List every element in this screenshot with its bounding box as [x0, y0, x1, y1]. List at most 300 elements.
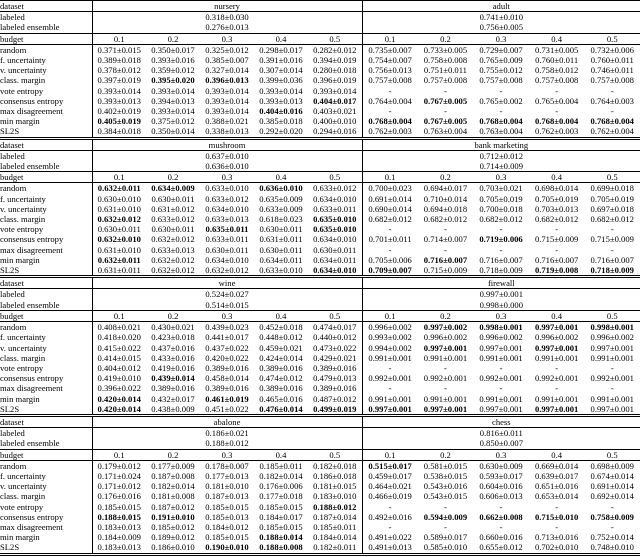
value-cell: 0.394±0.013 [151, 95, 195, 106]
method-label: random [0, 183, 92, 194]
missing-value-cell: - [444, 383, 447, 394]
value-cell: 0.282±0.012 [308, 44, 362, 55]
missing-value-cell: - [555, 362, 559, 373]
value-cell: 0.440±0.012 [308, 332, 362, 342]
labeled-value: 0.741±0.010 [479, 12, 523, 23]
value-cell: 0.763±0.004 [423, 126, 468, 137]
value-cell: 0.715±0.009 [534, 234, 579, 245]
value-cell: 0.433±0.016 [151, 352, 195, 363]
value-cell: 0.432±0.017 [151, 393, 195, 404]
budget-value: 0.1 [362, 172, 418, 183]
dataset-header-row [0, 138, 640, 150]
missing-value-cell: - [610, 224, 614, 235]
budget-value: 0.1 [92, 172, 146, 183]
value-cell: 0.397±0.019 [97, 75, 141, 86]
value-cell: 0.185±0.015 [205, 501, 249, 512]
value-cell: 0.757±0.008 [368, 75, 412, 86]
value-cell: 0.731±0.005 [534, 44, 579, 55]
value-cell: 0.758±0.012 [534, 65, 579, 76]
value-cell: 0.682±0.012 [423, 214, 468, 225]
value-cell: 0.419±0.010 [97, 373, 141, 384]
method-row [0, 116, 640, 126]
dataset-name: abalone [92, 415, 362, 427]
value-cell: 0.187±0.013 [205, 491, 249, 502]
value-cell: 0.768±0.004 [368, 116, 412, 127]
value-cell: 0.690±0.014 [368, 203, 412, 214]
value-cell: 0.171±0.012 [97, 481, 141, 492]
value-cell: 0.451±0.022 [205, 403, 249, 414]
value-cell: 0.998±0.001 [479, 322, 523, 333]
budget-value: 0.5 [584, 449, 640, 460]
value-cell: 0.757±0.008 [479, 75, 523, 86]
method-label: min margin [0, 255, 92, 265]
value-cell: 0.699±0.018 [590, 183, 634, 194]
method-row [0, 373, 640, 383]
missing-value-cell: - [610, 244, 614, 255]
value-cell: 0.375±0.012 [151, 116, 195, 127]
value-cell: 0.585±0.010 [418, 542, 474, 554]
value-cell: 0.424±0.014 [259, 352, 303, 363]
value-cell: 0.682±0.012 [590, 214, 634, 225]
method-row [0, 404, 640, 416]
missing-value-cell: - [388, 106, 392, 117]
missing-value-cell: - [444, 85, 447, 96]
value-cell: 0.632±0.011 [97, 254, 141, 265]
budget-label: budget [0, 449, 92, 460]
method-label: min margin [0, 116, 92, 126]
value-cell: 0.405±0.019 [97, 116, 141, 127]
value-cell: 0.389±0.016 [259, 383, 303, 394]
value-cell: 0.408±0.021 [97, 322, 141, 333]
value-cell: 0.430±0.021 [151, 322, 195, 333]
labeled-ensemble-value: 0.714±0.009 [362, 161, 640, 172]
value-cell: 0.992±0.001 [590, 373, 634, 384]
missing-value-cell: - [610, 85, 614, 96]
value-cell: 0.396±0.013 [205, 75, 249, 86]
value-cell: 0.996±0.002 [590, 332, 634, 343]
value-cell: 0.414±0.015 [97, 352, 141, 363]
value-cell: 0.294±0.016 [308, 126, 362, 138]
value-cell: 0.492±0.016 [368, 511, 412, 522]
method-label: class. margin [0, 353, 92, 363]
value-cell: 0.491±0.022 [368, 532, 412, 543]
method-label: max disagreement [0, 383, 92, 393]
value-cell: 0.630±0.011 [151, 224, 195, 235]
missing-value-cell: - [444, 244, 447, 255]
budget-value: 0.3 [200, 33, 254, 44]
value-cell: 0.719±0.006 [479, 234, 523, 245]
value-cell: 0.338±0.013 [205, 126, 249, 137]
method-row [0, 96, 640, 106]
value-cell: 0.459±0.017 [368, 470, 412, 481]
value-cell: 0.429±0.021 [308, 353, 362, 363]
value-cell: 0.697±0.018 [590, 203, 634, 214]
value-cell: 0.473±0.022 [308, 343, 362, 353]
value-cell: 0.682±0.012 [534, 214, 579, 225]
value-cell: 0.181±0.008 [151, 491, 195, 502]
missing-value-cell: - [610, 521, 614, 532]
value-cell: 0.997±0.001 [479, 342, 523, 353]
method-row [0, 512, 640, 522]
value-cell: 0.187±0.012 [151, 501, 195, 512]
method-label: class. margin [0, 491, 92, 501]
value-cell: 0.400±0.010 [308, 116, 362, 126]
labeled-row [0, 289, 640, 300]
labeled-label: labeled [0, 12, 92, 23]
value-cell: 0.757±0.008 [590, 75, 634, 86]
value-cell: 0.765±0.002 [479, 95, 523, 106]
method-row [0, 460, 640, 471]
missing-value-cell: - [388, 501, 392, 512]
value-cell: 0.674±0.014 [590, 470, 634, 481]
budget-value: 0.3 [200, 172, 254, 183]
dataset-corner-label: dataset [0, 415, 92, 427]
value-cell: 0.183±0.010 [308, 491, 362, 501]
value-cell: 0.732±0.006 [590, 44, 634, 55]
value-cell: 0.184±0.012 [205, 521, 249, 532]
value-cell: 0.703±0.013 [534, 203, 579, 214]
value-cell: 0.710±0.014 [423, 193, 468, 204]
method-row [0, 255, 640, 265]
value-cell: 0.682±0.012 [368, 214, 412, 225]
missing-value-cell: - [499, 106, 503, 117]
method-row [0, 522, 640, 532]
value-cell: 0.177±0.018 [259, 491, 303, 502]
method-row [0, 44, 640, 55]
budget-value: 0.2 [418, 33, 474, 44]
labeled-row [0, 12, 640, 23]
value-cell: 0.764±0.004 [368, 95, 412, 106]
value-cell: 0.715±0.010 [534, 511, 579, 522]
value-cell: 0.385±0.018 [259, 116, 303, 127]
labeled-value: 0.997±0.001 [479, 289, 523, 300]
labeled-value: 0.816±0.011 [479, 428, 523, 439]
value-cell: 0.393±0.014 [308, 86, 362, 96]
value-cell: 0.185±0.015 [97, 501, 141, 512]
value-cell: 0.187±0.008 [151, 470, 195, 481]
budget-value: 0.2 [146, 172, 200, 183]
value-cell: 0.604±0.016 [479, 481, 523, 492]
value-cell: 0.393±0.013 [97, 95, 141, 106]
method-row [0, 204, 640, 214]
method-label: vote entropy [0, 502, 92, 512]
value-cell: 0.991±0.001 [423, 352, 468, 363]
dataset-corner-label: dataset [0, 277, 92, 289]
value-cell: 0.499±0.019 [308, 404, 362, 416]
dataset-corner-label: dataset [0, 138, 92, 150]
method-row [0, 363, 640, 373]
value-cell: 0.184±0.014 [308, 532, 362, 542]
value-cell: 0.393±0.014 [259, 85, 303, 96]
method-label: consensus entropy [0, 96, 92, 106]
labeled-ensemble-row [0, 300, 640, 311]
value-cell: 0.307±0.014 [259, 65, 303, 76]
method-label: f. uncertainty [0, 332, 92, 342]
budget-value: 0.3 [473, 172, 529, 183]
value-cell: 0.581±0.015 [423, 460, 468, 471]
value-cell: 0.757±0.008 [534, 75, 579, 86]
value-cell: 0.594±0.009 [423, 511, 468, 522]
method-row [0, 106, 640, 116]
method-row [0, 322, 640, 333]
value-cell: 0.178±0.007 [205, 460, 249, 471]
value-cell: 0.630±0.011 [151, 193, 195, 204]
budget-label: budget [0, 310, 92, 321]
value-cell: 0.181±0.015 [308, 481, 362, 491]
value-cell: 0.634±0.010 [308, 234, 362, 244]
value-cell: 0.185±0.015 [259, 521, 303, 532]
dataset-name: adult [362, 1, 640, 12]
value-cell: 0.765±0.004 [534, 95, 579, 106]
method-label: max disagreement [0, 245, 92, 255]
labeled-ensemble-label: labeled ensemble [0, 22, 92, 33]
budget-value: 0.5 [308, 310, 362, 321]
value-cell: 0.716±0.007 [534, 254, 579, 265]
method-row [0, 394, 640, 404]
value-cell: 0.184±0.017 [259, 511, 303, 522]
value-cell: 0.465±0.016 [259, 393, 303, 404]
budget-value: 0.4 [254, 33, 308, 44]
method-row [0, 126, 640, 138]
value-cell: 0.543±0.016 [423, 481, 468, 492]
value-cell: 0.633±0.010 [259, 265, 303, 276]
value-cell: 0.718±0.009 [590, 265, 634, 276]
budget-value: 0.5 [584, 310, 640, 321]
value-cell: 0.179±0.012 [97, 460, 141, 471]
method-label: SL2S [0, 542, 92, 554]
value-cell: 0.188±0.014 [259, 532, 303, 543]
value-cell: 0.389±0.016 [308, 363, 362, 373]
value-cell: 0.404±0.012 [97, 362, 141, 373]
value-cell: 0.177±0.013 [205, 470, 249, 481]
method-row [0, 383, 640, 393]
results-table-body [0, 1, 640, 555]
value-cell: 0.996±0.002 [479, 332, 523, 343]
value-cell: 0.420±0.014 [97, 393, 141, 404]
labeled-ensemble-label: labeled ensemble [0, 300, 92, 311]
budget-header-row [0, 172, 640, 183]
missing-value-cell: - [499, 362, 503, 373]
dataset-name: mushroom [92, 138, 362, 150]
value-cell: 0.393±0.014 [151, 106, 195, 117]
budget-value: 0.2 [146, 449, 200, 460]
value-cell: 0.438±0.009 [151, 403, 195, 414]
value-cell: 0.630±0.011 [97, 224, 141, 235]
value-cell: 0.997±0.001 [590, 342, 634, 353]
method-label: v. uncertainty [0, 343, 92, 353]
value-cell: 0.715±0.009 [590, 234, 634, 245]
value-cell: 0.662±0.008 [479, 511, 523, 522]
value-cell: 0.632±0.012 [151, 254, 195, 265]
method-label: min margin [0, 532, 92, 542]
value-cell: 0.185±0.011 [308, 522, 362, 532]
value-cell: 0.325±0.012 [205, 44, 249, 55]
value-cell: 0.764±0.003 [590, 95, 634, 106]
value-cell: 0.767±0.005 [423, 95, 468, 106]
budget-value: 0.5 [308, 172, 362, 183]
value-cell: 0.630±0.010 [97, 193, 141, 204]
budget-label: budget [0, 172, 92, 183]
value-cell: 0.633±0.013 [205, 214, 249, 225]
value-cell: 0.700±0.018 [479, 203, 523, 214]
value-cell: 0.464±0.021 [368, 481, 412, 492]
labeled-label: labeled [0, 428, 92, 439]
value-cell: 0.762±0.004 [590, 126, 634, 137]
method-row [0, 343, 640, 353]
value-cell: 0.698±0.014 [534, 183, 579, 194]
value-cell: 0.991±0.001 [479, 393, 523, 404]
value-cell: 0.393±0.013 [259, 95, 303, 106]
value-cell: 0.991±0.001 [590, 393, 634, 404]
value-cell: 0.385±0.007 [205, 55, 249, 66]
missing-value-cell: - [555, 521, 559, 532]
value-cell: 0.389±0.018 [97, 55, 141, 66]
value-cell: 0.733±0.005 [423, 44, 468, 55]
dataset-header-row [0, 277, 640, 289]
value-cell: 0.991±0.001 [368, 393, 412, 404]
value-cell: 0.631±0.011 [97, 265, 141, 276]
labeled-ensemble-value: 0.756±0.005 [362, 22, 640, 33]
method-label: max disagreement [0, 522, 92, 532]
value-cell: 0.694±0.018 [423, 203, 468, 214]
budget-value: 0.5 [584, 172, 640, 183]
method-label: vote entropy [0, 363, 92, 373]
missing-value-cell: - [499, 521, 503, 532]
dataset-name: bank marketing [362, 138, 640, 150]
missing-value-cell: - [610, 383, 614, 394]
missing-value-cell: - [444, 224, 447, 235]
value-cell: 0.996±0.002 [534, 332, 579, 343]
value-cell: 0.998±0.001 [590, 322, 634, 333]
method-label: random [0, 44, 92, 55]
value-cell: 0.636±0.010 [259, 183, 303, 194]
value-cell: 0.389±0.016 [205, 362, 249, 373]
value-cell: 0.184±0.009 [97, 532, 141, 543]
value-cell: 0.705±0.019 [479, 193, 523, 204]
method-label: f. uncertainty [0, 55, 92, 65]
value-cell: 0.703±0.021 [479, 183, 523, 194]
value-cell: 0.439±0.023 [205, 322, 249, 333]
value-cell: 0.177±0.009 [151, 460, 195, 471]
value-cell: 0.991±0.001 [534, 393, 579, 404]
value-cell: 0.183±0.013 [97, 521, 141, 532]
value-cell: 0.419±0.016 [151, 362, 195, 373]
budget-value: 0.3 [473, 449, 529, 460]
value-cell: 0.396±0.019 [308, 75, 362, 85]
value-cell: 0.691±0.014 [368, 193, 412, 204]
value-cell: 0.631±0.010 [97, 244, 141, 255]
labeled-ensemble-value: 0.636±0.010 [92, 161, 362, 172]
labeled-value: 0.637±0.010 [92, 150, 362, 161]
method-label: min margin [0, 394, 92, 404]
value-cell: 0.491±0.013 [362, 542, 418, 554]
dataset-name: nursery [92, 1, 362, 12]
method-row [0, 265, 640, 277]
labeled-ensemble-row [0, 161, 640, 172]
value-cell: 0.189±0.012 [151, 532, 195, 543]
value-cell: 0.389±0.016 [308, 383, 362, 393]
method-label: vote entropy [0, 224, 92, 234]
value-cell: 0.634±0.010 [205, 203, 249, 214]
method-label: class. margin [0, 214, 92, 224]
value-cell: 0.448±0.012 [259, 332, 303, 343]
value-cell: 0.634±0.009 [151, 183, 195, 194]
labeled-ensemble-row [0, 22, 640, 33]
value-cell: 0.388±0.021 [205, 116, 249, 127]
value-cell: 0.760±0.011 [590, 55, 634, 66]
value-cell: 0.633±0.010 [205, 183, 249, 194]
value-cell: 0.756±0.013 [368, 65, 412, 76]
method-label: v. uncertainty [0, 204, 92, 214]
value-cell: 0.389±0.016 [205, 383, 249, 394]
method-row [0, 75, 640, 85]
value-cell: 0.188±0.015 [97, 511, 141, 522]
value-cell: 0.992±0.001 [534, 373, 579, 384]
value-cell: 0.415±0.022 [97, 342, 141, 353]
value-cell: 0.630±0.011 [259, 224, 303, 235]
value-cell: 0.633±0.013 [151, 244, 195, 255]
method-row [0, 353, 640, 363]
value-cell: 0.292±0.020 [259, 126, 303, 137]
budget-header-row [0, 310, 640, 321]
value-cell: 0.630±0.011 [205, 244, 249, 255]
value-cell: 0.635±0.009 [259, 193, 303, 204]
value-cell: 0.653±0.014 [534, 491, 579, 502]
value-cell: 0.593±0.017 [479, 470, 523, 481]
value-cell: 0.606±0.013 [479, 491, 523, 502]
value-cell: 0.768±0.004 [479, 116, 523, 127]
value-cell: 0.763±0.004 [479, 126, 523, 137]
method-row [0, 183, 640, 194]
missing-value-cell: - [555, 224, 559, 235]
value-cell: 0.633±0.011 [308, 204, 362, 214]
value-cell: 0.389±0.016 [151, 383, 195, 394]
value-cell: 0.655±0.012 [473, 542, 529, 554]
budget-value: 0.1 [92, 449, 146, 460]
value-cell: 0.538±0.015 [423, 470, 468, 481]
missing-value-cell: - [555, 106, 559, 117]
value-cell: 0.991±0.001 [479, 352, 523, 363]
method-label: max disagreement [0, 106, 92, 116]
value-cell: 0.997±0.001 [368, 403, 412, 414]
value-cell: 0.188±0.008 [254, 542, 308, 554]
labeled-value: 0.712±0.012 [479, 150, 523, 161]
method-row [0, 214, 640, 224]
value-cell: 0.635±0.010 [308, 224, 362, 234]
method-label: consensus entropy [0, 373, 92, 383]
missing-value-cell: - [555, 383, 559, 394]
dataset-name: firewall [362, 277, 640, 289]
value-cell: 0.991±0.001 [368, 352, 412, 363]
value-cell: 0.393±0.014 [97, 85, 141, 96]
value-cell: 0.404±0.017 [308, 96, 362, 106]
value-cell: 0.394±0.019 [308, 55, 362, 65]
value-cell: 0.705±0.019 [590, 193, 634, 204]
budget-value: 0.4 [254, 310, 308, 321]
labeled-ensemble-value: 0.514±0.015 [92, 300, 362, 311]
value-cell: 0.403±0.021 [308, 106, 362, 116]
value-cell: 0.393±0.014 [205, 85, 249, 96]
dataset-header-row [0, 415, 640, 427]
value-cell: 0.458±0.014 [205, 373, 249, 384]
value-cell: 0.393±0.014 [205, 95, 249, 106]
method-label: vote entropy [0, 86, 92, 96]
value-cell: 0.694±0.017 [423, 183, 468, 194]
labeled-ensemble-label: labeled ensemble [0, 438, 92, 449]
value-cell: 0.630±0.009 [479, 460, 523, 471]
value-cell: 0.633±0.012 [205, 193, 249, 204]
value-cell: 0.389±0.016 [259, 362, 303, 373]
